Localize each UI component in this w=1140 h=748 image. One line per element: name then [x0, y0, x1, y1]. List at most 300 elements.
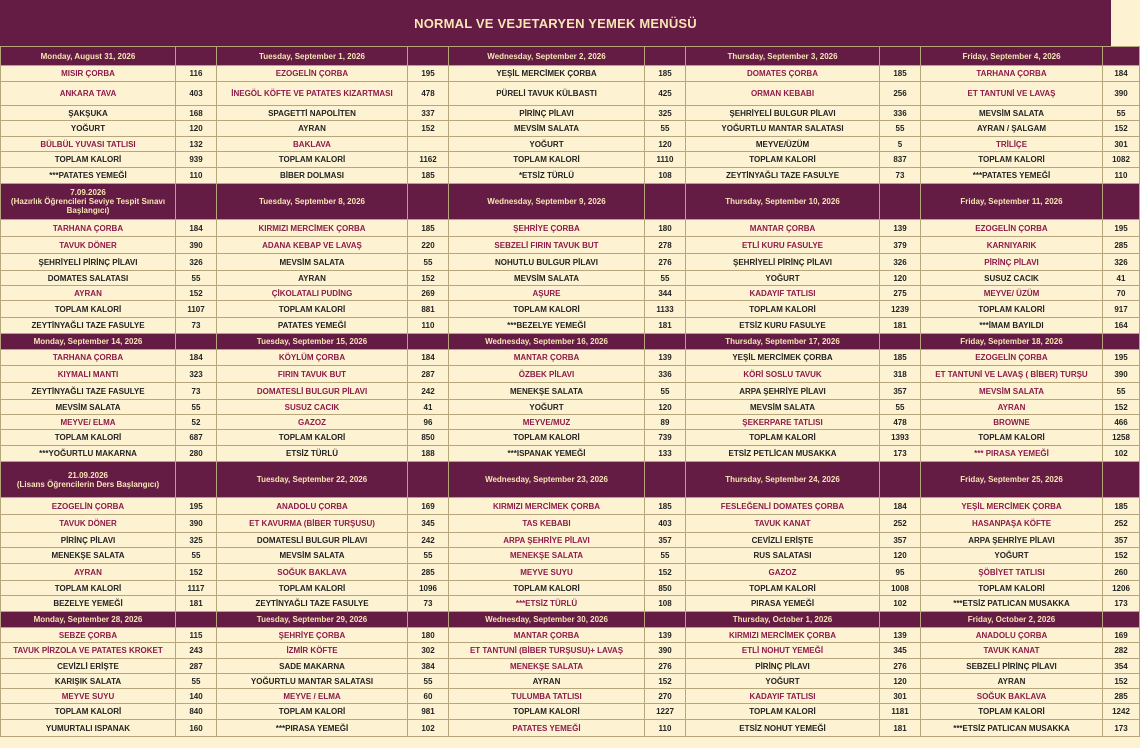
- total-calories-value: 837: [880, 152, 921, 168]
- calorie-value: 188: [408, 446, 449, 462]
- dish-name: BİBER DOLMASI: [217, 168, 408, 184]
- dish-name: AŞURE: [449, 286, 645, 301]
- calorie-value: 120: [176, 121, 217, 137]
- day-header: Tuesday, September 8, 2026: [217, 184, 408, 220]
- day-header: Thursday, September 17, 2026: [686, 334, 880, 350]
- dish-name: ETSİZ KURU FASULYE: [686, 318, 880, 334]
- calorie-value: 55: [645, 271, 686, 286]
- dessert-row: [1, 564, 1140, 581]
- dish-name: TAVUK DÖNER: [1, 515, 176, 533]
- calorie-value: 242: [408, 383, 449, 400]
- total-calories-label: TOPLAM KALORİ: [217, 704, 408, 720]
- dish-name: MEYVE SUYU: [449, 564, 645, 581]
- calorie-value: 269: [408, 286, 449, 301]
- dish-name: AYRAN: [217, 121, 408, 137]
- calorie-value: 357: [645, 533, 686, 548]
- dish-name: ARPA ŞEHRİYE PİLAVI: [449, 533, 645, 548]
- dish-name: AYRAN / ŞALGAM: [921, 121, 1103, 137]
- dish-name: ***ETSİZ TÜRLÜ: [449, 596, 645, 612]
- calorie-value: 256: [880, 82, 921, 106]
- dessert-row: [1, 689, 1140, 704]
- total-calories-value: 1082: [1103, 152, 1140, 168]
- dish-name: RUS SALATASI: [686, 548, 880, 564]
- calorie-value: 195: [176, 498, 217, 515]
- dish-name: ARPA ŞEHRİYE PİLAVI: [686, 383, 880, 400]
- day-header-spacer: [408, 462, 449, 498]
- dish-name: BEZELYE YEMEĞİ: [1, 596, 176, 612]
- day-header-spacer: [880, 184, 921, 220]
- vegetarian-row: [1, 168, 1140, 184]
- calorie-value: 357: [1103, 533, 1140, 548]
- calorie-value: 357: [880, 533, 921, 548]
- dish-name: NOHUTLU BULGUR PİLAVI: [449, 254, 645, 271]
- dish-name: EZOGELİN ÇORBA: [217, 66, 408, 82]
- calorie-value: 55: [645, 121, 686, 137]
- dish-name: ET TANTUNİ (BİBER TURŞUSU)+ LAVAŞ: [449, 643, 645, 659]
- dish-name: CEVİZLİ ERİŞTE: [686, 533, 880, 548]
- dish-name: MEVSİM SALATA: [449, 121, 645, 137]
- calorie-value: 301: [880, 689, 921, 704]
- calorie-value: 160: [176, 720, 217, 737]
- dish-name: MEYVE/ ELMA: [1, 415, 176, 430]
- calorie-value: 181: [176, 596, 217, 612]
- day-header-spacer: [1103, 462, 1140, 498]
- total-calories-value: 1110: [645, 152, 686, 168]
- calorie-value: 302: [408, 643, 449, 659]
- day-header-spacer: [645, 462, 686, 498]
- calorie-value: 152: [408, 121, 449, 137]
- day-header-spacer: [176, 462, 217, 498]
- calorie-value: 139: [880, 220, 921, 237]
- calorie-value: 390: [1103, 82, 1140, 106]
- calorie-value: 326: [1103, 254, 1140, 271]
- dish-name: HASANPAŞA KÖFTE: [921, 515, 1103, 533]
- total-calories-value: 881: [408, 301, 449, 318]
- calorie-value: 184: [1103, 66, 1140, 82]
- calorie-value: 184: [176, 220, 217, 237]
- calorie-value: 96: [408, 415, 449, 430]
- dish-name: KIRMIZI MERCİMEK ÇORBA: [449, 498, 645, 515]
- salad-row: [1, 400, 1140, 415]
- dish-name: KIRMIZI MERCİMEK ÇORBA: [217, 220, 408, 237]
- calorie-value: 173: [1103, 596, 1140, 612]
- calorie-value: 55: [880, 400, 921, 415]
- side-row: [1, 383, 1140, 400]
- total-calories-label: TOPLAM KALORİ: [217, 152, 408, 168]
- calorie-value: 139: [645, 350, 686, 366]
- main-row: [1, 237, 1140, 254]
- calorie-value: 152: [645, 674, 686, 689]
- calorie-value: 326: [176, 254, 217, 271]
- calorie-value: 164: [1103, 318, 1140, 334]
- dish-name: ETLİ NOHUT YEMEĞİ: [686, 643, 880, 659]
- dish-name: MEYVE/ ÜZÜM: [921, 286, 1103, 301]
- day-header: Wednesday, September 9, 2026: [449, 184, 645, 220]
- calorie-value: 184: [176, 350, 217, 366]
- calorie-value: 55: [176, 674, 217, 689]
- day-header-spacer: [645, 184, 686, 220]
- day-header-spacer: [176, 612, 217, 628]
- dish-name: İNEGÖL KÖFTE VE PATATES KIZARTMASI: [217, 82, 408, 106]
- dish-name: MEVSİM SALATA: [217, 254, 408, 271]
- dish-name: MEVSİM SALATA: [217, 548, 408, 564]
- calorie-value: 55: [408, 254, 449, 271]
- menu-title: NORMAL VE VEJETARYEN YEMEK MENÜSÜ: [0, 0, 1111, 46]
- dish-name: EZOGELİN ÇORBA: [1, 498, 176, 515]
- calorie-value: 181: [880, 720, 921, 737]
- dish-name: ŞAKŞUKA: [1, 106, 176, 121]
- dish-name: TAVUK KANAT: [921, 643, 1103, 659]
- total-calories-label: TOPLAM KALORİ: [1, 581, 176, 596]
- dish-name: PATATES YEMEĞİ: [449, 720, 645, 737]
- dish-name: KÖRİ SOSLU TAVUK: [686, 366, 880, 383]
- dish-name: TAVUK PİRZOLA VE PATATES KROKET: [1, 643, 176, 659]
- dish-name: EZOGELİN ÇORBA: [921, 220, 1103, 237]
- dish-name: ETLİ KURU FASULYE: [686, 237, 880, 254]
- calorie-value: 55: [645, 548, 686, 564]
- total-row: [1, 301, 1140, 318]
- calorie-value: 301: [1103, 137, 1140, 152]
- calorie-value: 52: [176, 415, 217, 430]
- calorie-value: 169: [1103, 628, 1140, 643]
- total-calories-value: 840: [176, 704, 217, 720]
- day-header: Friday, September 18, 2026: [921, 334, 1103, 350]
- calorie-value: 243: [176, 643, 217, 659]
- dessert-row: [1, 286, 1140, 301]
- day-header: Friday, September 4, 2026: [921, 47, 1103, 66]
- calorie-value: 345: [408, 515, 449, 533]
- total-calories-value: 1227: [645, 704, 686, 720]
- total-calories-label: TOPLAM KALORİ: [921, 581, 1103, 596]
- dish-name: MEVSİM SALATA: [921, 106, 1103, 121]
- calorie-value: 275: [880, 286, 921, 301]
- total-calories-label: TOPLAM KALORİ: [921, 301, 1103, 318]
- total-calories-label: TOPLAM KALORİ: [921, 704, 1103, 720]
- calorie-value: 336: [645, 366, 686, 383]
- dish-name: MEYVE / ELMA: [217, 689, 408, 704]
- calorie-value: 173: [880, 446, 921, 462]
- day-header: Friday, September 25, 2026: [921, 462, 1103, 498]
- dish-name: ETSİZ TÜRLÜ: [217, 446, 408, 462]
- dish-name: MENEKŞE SALATA: [449, 659, 645, 674]
- calorie-value: 139: [645, 628, 686, 643]
- dish-name: CEVİZLİ ERİŞTE: [1, 659, 176, 674]
- total-calories-label: TOPLAM KALORİ: [686, 704, 880, 720]
- dessert-row: [1, 415, 1140, 430]
- total-calories-value: 1393: [880, 430, 921, 446]
- dish-name: YEŞİL MERCİMEK ÇORBA: [921, 498, 1103, 515]
- dish-name: AYRAN: [921, 674, 1103, 689]
- calorie-value: 185: [408, 168, 449, 184]
- main-row: [1, 643, 1140, 659]
- calorie-value: 139: [880, 628, 921, 643]
- calorie-value: 89: [645, 415, 686, 430]
- calorie-value: 55: [408, 548, 449, 564]
- salad-row: [1, 674, 1140, 689]
- total-calories-value: 1008: [880, 581, 921, 596]
- total-calories-value: 1206: [1103, 581, 1140, 596]
- calorie-value: 152: [1103, 400, 1140, 415]
- calorie-value: 55: [1103, 383, 1140, 400]
- calorie-value: 390: [176, 515, 217, 533]
- calorie-value: 195: [408, 66, 449, 82]
- day-header-spacer: [1103, 47, 1140, 66]
- dish-name: MENEKŞE SALATA: [449, 548, 645, 564]
- dish-name: ŞÖBİYET TATLISI: [921, 564, 1103, 581]
- soup-row: [1, 66, 1140, 82]
- day-header: Thursday, September 24, 2026: [686, 462, 880, 498]
- day-header-spacer: [176, 334, 217, 350]
- calorie-value: 287: [408, 366, 449, 383]
- dish-name: ***İMAM BAYILDI: [921, 318, 1103, 334]
- dish-name: İZMİR KÖFTE: [217, 643, 408, 659]
- calorie-value: 115: [176, 628, 217, 643]
- total-calories-value: 1162: [408, 152, 449, 168]
- calorie-value: 425: [645, 82, 686, 106]
- dish-name: SEBZELİ PİRİNÇ PİLAVI: [921, 659, 1103, 674]
- total-calories-label: TOPLAM KALORİ: [449, 704, 645, 720]
- calorie-value: 55: [645, 383, 686, 400]
- dish-name: YOĞURTLU MANTAR SALATASI: [686, 121, 880, 137]
- dish-name: ***PATATES YEMEĞİ: [921, 168, 1103, 184]
- calorie-value: 108: [645, 596, 686, 612]
- dish-name: PİRİNÇ PİLAVI: [921, 254, 1103, 271]
- total-calories-value: 1239: [880, 301, 921, 318]
- day-header-spacer: [1103, 612, 1140, 628]
- total-calories-value: 981: [408, 704, 449, 720]
- calorie-value: 73: [176, 318, 217, 334]
- dish-name: TULUMBA TATLISI: [449, 689, 645, 704]
- calorie-value: 116: [176, 66, 217, 82]
- dish-name: AYRAN: [449, 674, 645, 689]
- day-header: Tuesday, September 1, 2026: [217, 47, 408, 66]
- calorie-value: 195: [1103, 220, 1140, 237]
- calorie-value: 185: [880, 350, 921, 366]
- day-header-spacer: [645, 47, 686, 66]
- calorie-value: 55: [176, 400, 217, 415]
- dish-name: KARNIYARIK: [921, 237, 1103, 254]
- calorie-value: 403: [645, 515, 686, 533]
- vegetarian-row: [1, 318, 1140, 334]
- total-calories-value: 1107: [176, 301, 217, 318]
- week-header-row: [1, 612, 1140, 628]
- calorie-value: 390: [176, 237, 217, 254]
- calorie-value: 184: [408, 350, 449, 366]
- dish-name: ŞEKERPARE TATLISI: [686, 415, 880, 430]
- total-calories-value: 739: [645, 430, 686, 446]
- calorie-value: 242: [408, 533, 449, 548]
- calorie-value: 120: [880, 271, 921, 286]
- dish-name: ÖZBEK PİLAVI: [449, 366, 645, 383]
- calorie-value: 185: [645, 498, 686, 515]
- main-row: [1, 366, 1140, 383]
- day-header: Monday, September 28, 2026: [1, 612, 176, 628]
- calorie-value: 185: [880, 66, 921, 82]
- calorie-value: 73: [408, 596, 449, 612]
- calorie-value: 282: [1103, 643, 1140, 659]
- dish-name: TRİLİÇE: [921, 137, 1103, 152]
- week-header-row: [1, 184, 1140, 220]
- total-calories-label: TOPLAM KALORİ: [217, 581, 408, 596]
- dish-name: GAZOZ: [686, 564, 880, 581]
- dish-name: ***BEZELYE YEMEĞİ: [449, 318, 645, 334]
- dish-name: MEVSİM SALATA: [921, 383, 1103, 400]
- calorie-value: 95: [880, 564, 921, 581]
- calorie-value: 280: [176, 446, 217, 462]
- day-header: Thursday, October 1, 2026: [686, 612, 880, 628]
- day-header-spacer: [408, 47, 449, 66]
- dish-name: AYRAN: [1, 286, 176, 301]
- calorie-value: 276: [645, 254, 686, 271]
- calorie-value: 384: [408, 659, 449, 674]
- calorie-value: 152: [176, 286, 217, 301]
- dish-name: ET KAVURMA (BİBER TURŞUSU): [217, 515, 408, 533]
- dish-name: ÇİKOLATALI PUDİNG: [217, 286, 408, 301]
- total-calories-value: 1117: [176, 581, 217, 596]
- dish-name: MANTAR ÇORBA: [686, 220, 880, 237]
- calorie-value: 220: [408, 237, 449, 254]
- dish-name: MEYVE/MUZ: [449, 415, 645, 430]
- calorie-value: 133: [645, 446, 686, 462]
- dish-name: YUMURTALI ISPANAK: [1, 720, 176, 737]
- total-calories-value: 1242: [1103, 704, 1140, 720]
- day-header-spacer: [408, 334, 449, 350]
- dish-name: PİRİNÇ PİLAVI: [686, 659, 880, 674]
- calorie-value: 140: [176, 689, 217, 704]
- total-row: [1, 704, 1140, 720]
- calorie-value: 185: [408, 220, 449, 237]
- dish-name: AYRAN: [217, 271, 408, 286]
- soup-row: [1, 628, 1140, 643]
- calorie-value: 278: [645, 237, 686, 254]
- dish-name: ANADOLU ÇORBA: [921, 628, 1103, 643]
- calorie-value: 466: [1103, 415, 1140, 430]
- total-row: [1, 430, 1140, 446]
- total-calories-label: TOPLAM KALORİ: [449, 581, 645, 596]
- day-header-spacer: [880, 462, 921, 498]
- dish-name: PİRİNÇ PİLAVI: [449, 106, 645, 121]
- dish-name: ŞEHRİYE ÇORBA: [217, 628, 408, 643]
- dish-name: SOĞUK BAKLAVA: [921, 689, 1103, 704]
- calorie-value: 336: [880, 106, 921, 121]
- dish-name: MENEKŞE SALATA: [1, 548, 176, 564]
- dish-name: BAKLAVA: [217, 137, 408, 152]
- calorie-value: 285: [1103, 237, 1140, 254]
- dish-name: SEBZE ÇORBA: [1, 628, 176, 643]
- dish-name: YEŞİL MERCİMEK ÇORBA: [686, 350, 880, 366]
- calorie-value: 41: [408, 400, 449, 415]
- calorie-value: 357: [880, 383, 921, 400]
- calorie-value: 344: [645, 286, 686, 301]
- dish-name: YOĞURT: [1, 121, 176, 137]
- total-calories-label: TOPLAM KALORİ: [1, 152, 176, 168]
- dish-name: FIRIN TAVUK BUT: [217, 366, 408, 383]
- calorie-value: 180: [645, 220, 686, 237]
- day-header: Tuesday, September 15, 2026: [217, 334, 408, 350]
- calorie-value: 318: [880, 366, 921, 383]
- calorie-value: 478: [880, 415, 921, 430]
- dish-name: KADAYIF TATLISI: [686, 286, 880, 301]
- dish-name: SUSUZ CACIK: [217, 400, 408, 415]
- dish-name: TAVUK KANAT: [686, 515, 880, 533]
- dish-name: SADE MAKARNA: [217, 659, 408, 674]
- vegetarian-row: [1, 596, 1140, 612]
- dish-name: ŞEHRİYE ÇORBA: [449, 220, 645, 237]
- calorie-value: 152: [408, 271, 449, 286]
- calorie-value: 120: [880, 548, 921, 564]
- calorie-value: 390: [645, 643, 686, 659]
- calorie-value: 169: [408, 498, 449, 515]
- calorie-value: 152: [1103, 548, 1140, 564]
- day-header: Thursday, September 10, 2026: [686, 184, 880, 220]
- calorie-value: 276: [645, 659, 686, 674]
- calorie-value: 180: [408, 628, 449, 643]
- day-header-spacer: [408, 184, 449, 220]
- day-header: Thursday, September 3, 2026: [686, 47, 880, 66]
- dish-name: PATATES YEMEĞİ: [217, 318, 408, 334]
- side-row: [1, 659, 1140, 674]
- dish-name: PÜRELİ TAVUK KÜLBASTI: [449, 82, 645, 106]
- dish-name: MEVSİM SALATA: [1, 400, 176, 415]
- dish-name: ZEYTİNYAĞLI TAZE FASULYE: [686, 168, 880, 184]
- total-calories-value: 850: [645, 581, 686, 596]
- dish-name: ZEYTİNYAĞLI TAZE FASULYE: [1, 318, 176, 334]
- dish-name: EZOGELİN ÇORBA: [921, 350, 1103, 366]
- calorie-value: 55: [176, 548, 217, 564]
- total-calories-value: 850: [408, 430, 449, 446]
- day-header-spacer: [880, 612, 921, 628]
- total-calories-value: 1096: [408, 581, 449, 596]
- dish-name: ETSİZ NOHUT YEMEĞİ: [686, 720, 880, 737]
- dish-name: KADAYIF TATLISI: [686, 689, 880, 704]
- calorie-value: 337: [408, 106, 449, 121]
- day-header: Wednesday, September 30, 2026: [449, 612, 645, 628]
- dish-name: ET TANTUNİ VE LAVAŞ: [921, 82, 1103, 106]
- dessert-row: [1, 137, 1140, 152]
- calorie-value: 173: [1103, 720, 1140, 737]
- calorie-value: 285: [1103, 689, 1140, 704]
- calorie-value: 108: [645, 168, 686, 184]
- calorie-value: 379: [880, 237, 921, 254]
- dish-name: ***YOĞURTLU MAKARNA: [1, 446, 176, 462]
- calorie-value: 102: [880, 596, 921, 612]
- calorie-value: 110: [1103, 168, 1140, 184]
- total-calories-label: TOPLAM KALORİ: [686, 301, 880, 318]
- dish-name: MEYVE SUYU: [1, 689, 176, 704]
- dish-name: ŞEHRİYELİ PİRİNÇ PİLAVI: [1, 254, 176, 271]
- calorie-value: 60: [408, 689, 449, 704]
- dish-name: TARHANA ÇORBA: [1, 350, 176, 366]
- day-header: Tuesday, September 22, 2026: [217, 462, 408, 498]
- dish-name: TARHANA ÇORBA: [1, 220, 176, 237]
- main-row: [1, 82, 1140, 106]
- total-calories-label: TOPLAM KALORİ: [921, 152, 1103, 168]
- dish-name: MANTAR ÇORBA: [449, 628, 645, 643]
- calorie-value: 354: [1103, 659, 1140, 674]
- menu-table: [0, 46, 1140, 737]
- dish-name: KIRMIZI MERCİMEK ÇORBA: [686, 628, 880, 643]
- total-calories-label: TOPLAM KALORİ: [449, 152, 645, 168]
- dish-name: TAS KEBABI: [449, 515, 645, 533]
- dish-name: SPAGETTİ NAPOLİTEN: [217, 106, 408, 121]
- dish-name: ***PIRASA YEMEĞİ: [217, 720, 408, 737]
- dish-name: YOĞURT: [921, 548, 1103, 564]
- total-calories-label: TOPLAM KALORİ: [449, 301, 645, 318]
- calorie-value: 110: [645, 720, 686, 737]
- day-header-spacer: [408, 612, 449, 628]
- soup-row: [1, 220, 1140, 237]
- dish-name: FESLEĞENLİ DOMATES ÇORBA: [686, 498, 880, 515]
